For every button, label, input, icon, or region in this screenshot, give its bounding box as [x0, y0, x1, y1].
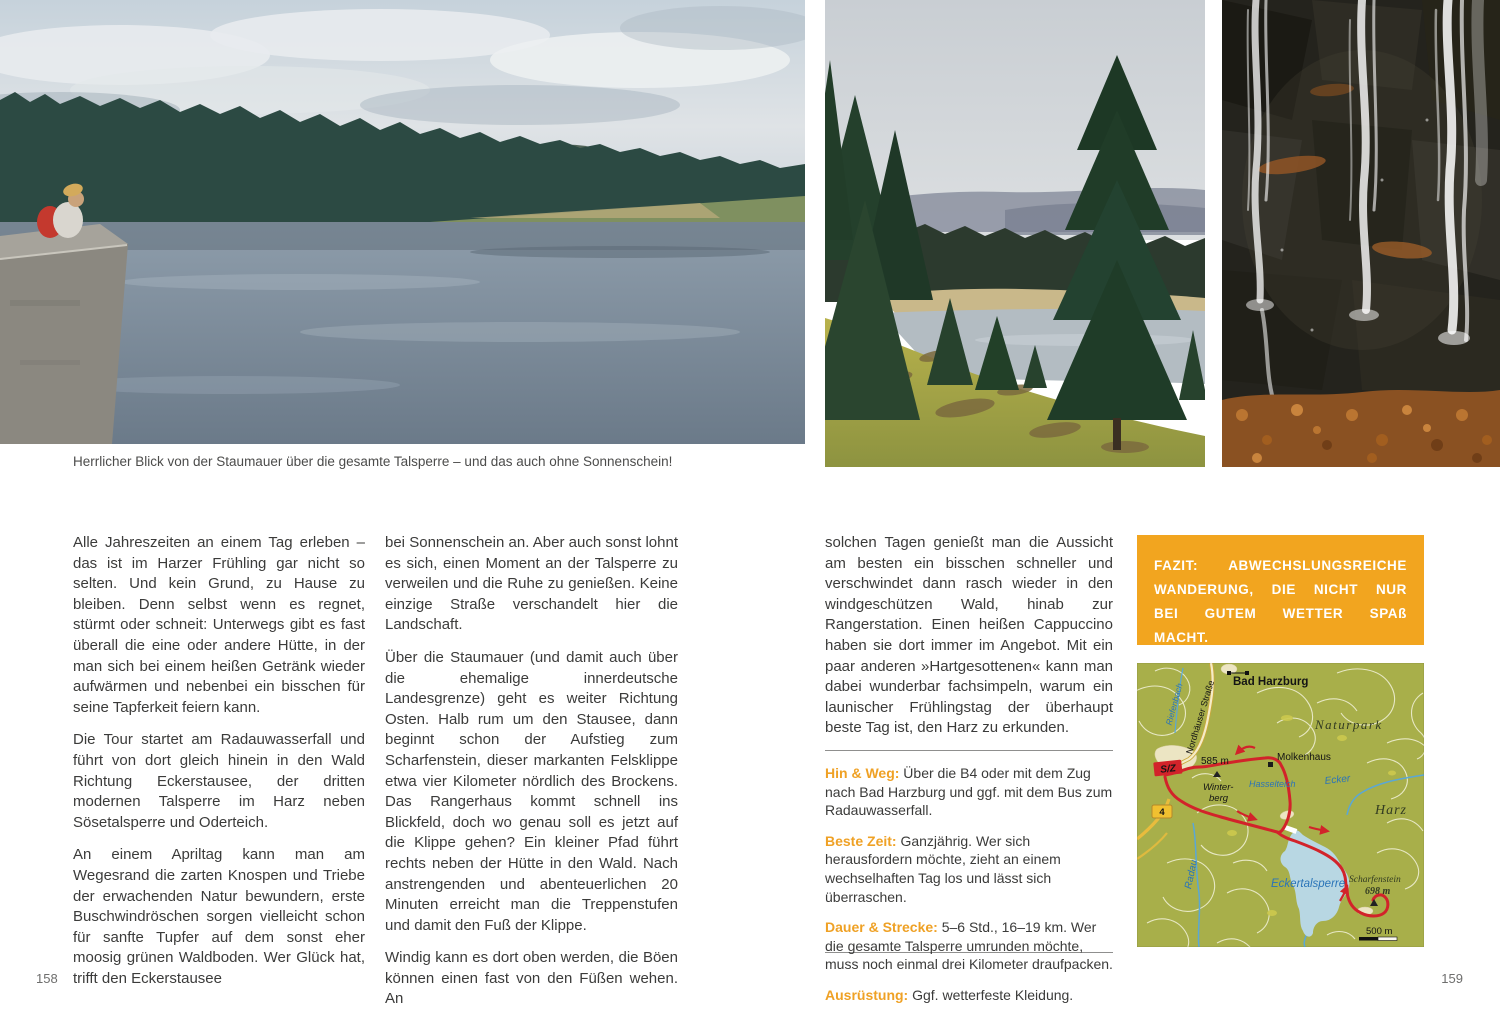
- tour-info-box: [825, 750, 1113, 1003]
- article-column-2: [385, 533, 678, 1022]
- info-item-beste-zeit: [825, 832, 1113, 906]
- photo-lake-spruces: [825, 0, 1205, 467]
- paragraph: Alle Jahreszeiten an einem Tag erleben – das ist im Harzer Frühling gar nicht so selten. Und kein Grund, zu Hause zu bleiben. Denn selbst wenn es regnet, stürmt oder schneit: Unterwegs gibt es fast überall die eine oder andere Hütte, in der man sich bei einem heißen Getränk wieder aufwärmen und nebenbei ein bisschen für seine Tapferkeit feiern kann.: [73, 534, 365, 716]
- road-number-badge: [1152, 805, 1172, 818]
- road-number-label: 4: [1159, 807, 1165, 818]
- map-label-eckertalsperre: Eckertalsperre: [1271, 878, 1346, 890]
- fazit-box: [1137, 535, 1424, 645]
- tour-map-svg: [1137, 663, 1424, 947]
- info-text: Ganzjährig. Wer sich herausfordern möchte, zieht an einem wechselhaften Tag los und lässt sich überraschen.: [825, 832, 1061, 905]
- page-number-left: 158: [36, 971, 58, 986]
- paragraph: Über die Staumauer (und damit auch über die ehemalige innerdeutsche Landesgrenze) geht es weiter Richtung Osten. Halb rum um den Stausee, dann beginnt schon der Aufstieg zum Scharfenstein, dieser markanten Felsklippe etwa vier Kilometer nördlich des Brockens. Das Rangerhaus kommt schnell ins Blickfeld, doch wo genau soll es jetzt auf die Klippe gehen? Ein kleiner Pfad führt rechts neben der Hütte in den Wald. Nach anstrengenden und abenteuerlichen 20 Minuten erreicht man die Treppenstufen und damit den Fuß der Klippe.: [385, 648, 678, 934]
- map-label-nordhaeuser-strasse: Nordhäuser Straße: [1184, 679, 1217, 756]
- article-column-3: [825, 533, 1113, 751]
- fazit-text: FAZIT: ABWECHSLUNGSREICHE WANDERUNG, DIE NICHT NUR BEI GUTEM WETTER SPAß MACHT.: [1154, 558, 1407, 645]
- map-label-scharfenstein: Scharfenstein: [1349, 875, 1401, 885]
- map-scale-label: 500 m: [1366, 926, 1393, 937]
- map-label-winterberg-1: Winter-: [1203, 782, 1234, 793]
- building-square-icon: [1227, 671, 1231, 675]
- map-label-winterberg-2: berg: [1209, 793, 1229, 804]
- start-finish-badge: [1153, 760, 1182, 777]
- paragraph: Windig kann es dort oben werden, die Böen können einen fast von den Füßen wehen. An: [385, 949, 678, 1008]
- info-text: Ggf. wetterfeste Kleidung.: [908, 986, 1074, 1003]
- info-label: Hin & Weg:: [825, 765, 900, 781]
- molkenhaus-square-icon: [1268, 762, 1273, 767]
- start-finish-badge-label: S/Z: [1159, 763, 1177, 776]
- photo-dam-lake-svg: [0, 0, 805, 444]
- info-item-hin-weg: [825, 764, 1113, 820]
- info-label: Dauer & Strecke:: [825, 919, 938, 936]
- photo-caption: Herrlicher Blick von der Staumauer über die gesamte Talsperre – und das auch ohne Sonnenschein!: [73, 454, 673, 469]
- info-item-dauer-strecke: [825, 918, 1113, 974]
- paragraph: bei Sonnenschein an. Aber auch sonst lohnt es sich, einen Moment an der Talsperre zu verweilen und die Ruhe zu genießen. Keine einzige Straße verschandelt hier die Landschaft.: [385, 534, 678, 634]
- photo-dam-lake-view: [0, 0, 805, 444]
- leaf-litter: [1222, 390, 1500, 467]
- photo-waterfall: [1222, 0, 1500, 467]
- info-text: Über die B4 oder mit dem Zug nach Bad Harzburg und ggf. mit dem Bus zum Radauwasserfall.: [825, 765, 1113, 819]
- map-label-698m: 698 m: [1365, 886, 1391, 897]
- map-label-naturpark: Naturpark: [1315, 717, 1383, 732]
- photo-waterfall-svg: [1222, 0, 1500, 467]
- dam-platform: [0, 224, 128, 444]
- paragraph: solchen Tagen genießt man die Aussicht am besten ein bisschen schneller und verschwindet dann rasch wieder in den windgeschützen Wald, hinab zur Rangerstation. Einen heißen Cappuccino haben sie dort immer im Angebot. Mit ein paar anderen »Hartgesottenen« kann man dabei wunderbar fachsimpeln, warum ein launischer Frühlingstag der überhaupt beste Tag ist, den Harz zu erkunden.: [825, 534, 1113, 737]
- map-label-hasselteich: Hasselteich: [1249, 779, 1296, 789]
- article-column-1: [73, 533, 365, 1001]
- map-label-radau: Radau: [1183, 858, 1200, 891]
- building-square-icon: [1245, 671, 1249, 675]
- map-label-ecker: Ecker: [1324, 773, 1351, 787]
- map-label-riefenbach: Riefenbach: [1163, 682, 1185, 727]
- info-label: Ausrüstung:: [825, 986, 909, 1003]
- paragraph: An einem Apriltag kann man am Wegesrand die zarten Knospen und Triebe der erwachenden Natur bewundern, erste Buschwindröschen sorgen vielleicht schon für sanfte Tupfer auf dem sonst eher moosig grünen Waldboden. Wer Glück hat, trifft den Eckerstausee: [73, 846, 365, 987]
- info-item-ausruestung: [825, 986, 1113, 1005]
- paragraph: Die Tour startet am Radauwasserfall und führt von dort gleich hinein in den Wald Richtung Eckerstausee, der dritten modernen Talsperre im Harz neben Sösetalsperre und Oderteich.: [73, 731, 365, 831]
- map-label-molkenhaus: Molkenhaus: [1277, 752, 1331, 763]
- page-number-right: 159: [1441, 971, 1463, 986]
- tour-map: [1137, 663, 1424, 947]
- photo-lake-spruces-svg: [825, 0, 1205, 467]
- map-label-harz: Harz: [1375, 803, 1408, 818]
- info-text: 5–6 Std., 16–19 km. Wer die gesamte Talsperre umrunden möchte, muss noch einmal drei Kilometer draufpacken.: [825, 919, 1113, 973]
- map-label-bad-harzburg: Bad Harzburg: [1233, 676, 1309, 688]
- map-label-585m: 585 m: [1201, 756, 1229, 767]
- info-label: Beste Zeit:: [825, 832, 897, 849]
